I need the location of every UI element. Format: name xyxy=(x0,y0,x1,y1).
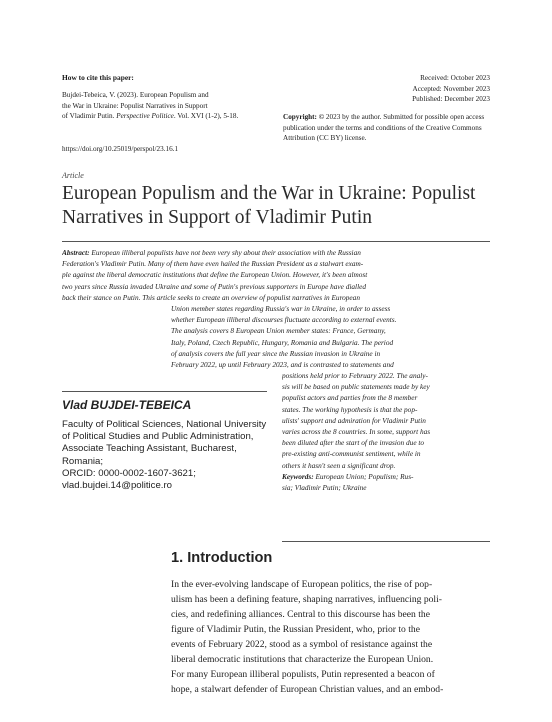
keywords-text: European Union; Populism; Rus- xyxy=(313,471,414,481)
abstract-text: European illiberal populists have not been very shy about their association with the Russian xyxy=(89,248,361,257)
section-heading: 1. Introduction xyxy=(171,550,273,566)
abstract-line xyxy=(62,247,490,258)
body-line: ulism has been a defining feature, shaping narratives, influencing poli- xyxy=(171,594,442,605)
title-line: Narratives in Support of Vladimir Putin xyxy=(62,207,372,228)
citation-line: the War in Ukraine: Populist Narratives in Support xyxy=(62,101,208,110)
abstract-line: varies across the 8 countries. In some, support has xyxy=(282,427,431,437)
abstract-line: The analysis covers 8 European Union member states: France, Germany, xyxy=(171,326,386,336)
abstract-line: of analysis covers the full year since the Russian invasion in Ukraine in xyxy=(171,348,381,358)
abstract-line: ple against the liberal democratic institutions that define the European Union. However, it's been almost xyxy=(62,270,368,280)
citation-volume: . Vol. XVI (1-2), 5-18. xyxy=(173,112,239,121)
abstract-line: sis will be based on public statements made by key xyxy=(282,382,430,392)
citation-line xyxy=(62,111,262,122)
abstract-line: populist actors and parties from the 8 member xyxy=(282,393,418,403)
author-name: Vlad BUJDEI-TEBEICA xyxy=(62,398,192,412)
body-line: For many European illiberal populists, Putin represented a beacon of xyxy=(171,669,435,680)
abstract-line: Union member states regarding Russia's war in Ukraine, in order to assess xyxy=(171,304,391,313)
abstract-divider xyxy=(282,541,490,542)
abstract-block-indented xyxy=(171,303,489,370)
copyright-notice xyxy=(283,112,490,144)
published-date: Published: December 2023 xyxy=(412,95,490,104)
received-date: Received: October 2023 xyxy=(420,74,490,82)
author-email[interactable]: vlad.bujdei.14@politice.ro xyxy=(62,480,173,492)
affiliation-line: Romania; xyxy=(62,455,104,467)
publication-dates xyxy=(412,73,490,105)
body-line: cies, and redefining alliances. Central to this discourse has been the xyxy=(171,609,430,620)
abstract-line: been diluted after the start of the invasion due to xyxy=(282,438,425,448)
affiliation-line: of Political Studies and Public Administration, xyxy=(62,431,254,443)
title-line: European Populism and the War in Ukraine: Populist xyxy=(62,183,476,204)
abstract-block xyxy=(62,247,490,303)
body-line: figure of Vladimir Putin, the Russian President, who, prior to the xyxy=(171,624,420,635)
body-line: In the ever-evolving landscape of European politics, the rise of pop- xyxy=(171,579,433,590)
body-line: events of February 2022, stood as a symbol of resistance against the xyxy=(171,639,433,650)
copyright-label: Copyright: © xyxy=(283,113,325,121)
body-line: liberal democratic institutions that characterize the European Union. xyxy=(171,654,434,665)
abstract-line: Federation's Vladimir Putin. Many of them have even hailed the Russian President as a stalwart exam- xyxy=(62,259,364,269)
doi-link[interactable]: https://doi.org/10.25019/perspol/23.16.1 xyxy=(62,145,179,153)
citation-heading: How to cite this paper: xyxy=(62,73,134,82)
article-type-label: Article xyxy=(62,171,84,180)
abstract-line: positions held prior to February 2022. The analy- xyxy=(282,371,428,380)
keywords-line: sia; Vladimir Putin; Ukraine xyxy=(282,483,367,493)
abstract-line: Italy, Poland, Czech Republic, Hungary, Romania and Bulgaria. The period xyxy=(171,337,394,347)
affiliation-line: Faculty of Political Sciences, National University xyxy=(62,419,267,430)
affiliation-line: Associate Teaching Assistant, Bucharest, xyxy=(62,443,237,455)
abstract-line: two years since Russia invaded Ukraine and some of Putin's previous supporters in Europe have dialled xyxy=(62,281,367,291)
abstract-line: others it hasn't seen a significant drop. xyxy=(282,460,396,470)
accepted-date: Accepted: November 2023 xyxy=(412,84,490,93)
abstract-line: back their stance on Putin. This article seeks to create an overview of populist narratives in European xyxy=(62,292,360,302)
keywords-line xyxy=(282,471,489,482)
citation-line-text: of Vladimir Putin. xyxy=(62,112,115,121)
abstract-line: whether European illiberal discourses fluctuate according to external events. xyxy=(171,315,397,325)
abstract-line: ulists' support and admiration for Vladimir Putin xyxy=(282,415,426,425)
abstract-line: pre-existing anti-communist sentiment, while in xyxy=(282,449,421,459)
abstract-label: Abstract: xyxy=(62,248,90,257)
abstract-line: February 2022, up until February 2023, and is contrasted to statements and xyxy=(171,360,394,370)
citation-journal: Perspective Politice xyxy=(116,112,174,121)
citation-line: Bujdei-Tebeica, V. (2023). European Populism and xyxy=(62,91,209,99)
author-divider xyxy=(62,391,267,392)
keywords-label: Keywords: xyxy=(282,471,314,481)
title-divider xyxy=(62,241,490,242)
orcid[interactable]: ORCID: 0000-0002-1607-3621; xyxy=(62,467,196,479)
abstract-block-narrow xyxy=(282,370,489,493)
body-line: hope, a stalwart defender of European Christian values, and an embod- xyxy=(171,684,444,695)
introduction-text xyxy=(171,577,489,697)
citation-text xyxy=(62,90,262,122)
abstract-line: states. The working hypothesis is that the pop- xyxy=(282,404,418,414)
copyright-text: 2023 by the author. Submitted for possible open access publication under the terms and conditions of the Creative Commons Attribution (CC BY) license. xyxy=(283,113,485,143)
paper-title xyxy=(62,182,492,230)
author-affiliation xyxy=(62,419,272,492)
